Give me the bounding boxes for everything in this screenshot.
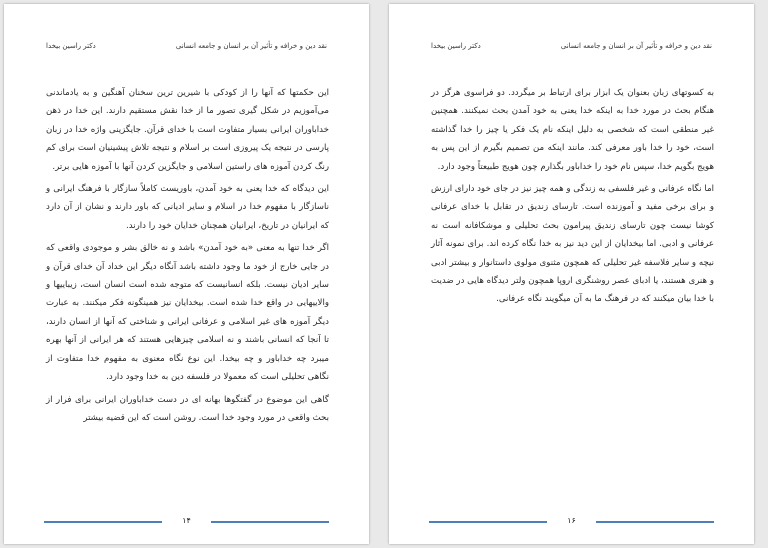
page-header (431, 42, 712, 56)
paragraph: اما نگاه عرفانی و غیر فلسفی به زندگی و همه چیز نیز در جای خود دارای ارزش و برای برخی مفید و آموزنده است. تارسای زندیق در تقابل با خدای عرفانی کوشا نیست چون تارسای زندیق پیرامون بحث تحلیلی و موشکافانه است نه عرفانی و ادبی. اما بیخدایان از این دید نیز به خدا نگاه کرده اند. برای نمونه آثار نیچه و سایر فلاسفه غیر تحلیلی که همچون مثنوی مولوی داستانوار و بیشتر ادبی و هنری هستند، یا ادبای عصر روشنگری اروپا همچون ولتر دیدگاه هایی در ضدیت با خدا بیان میکنند که در فرهنگ ما به آن میگویند نگاه عرفانی. (431, 184, 714, 305)
paragraph: به کسوتهای زبان بعنوان یک ابزار برای ارتباط بر میگردد. دو فراسوی هرگز در هنگام بحث در مورد خدا به اینکه خدا یعنی به خود آمدن بحث نمیکنند. همچنین غیر منطقی است که شخصی به دلیل اینکه نام یک فکر یا چیز را خدا گذاشته است، خود را خدا باور معرفی کند. مانند اینکه من تصمیم بگیرم از این پس به هویج بگویم خدا، سپس نام خود را خداباور بگذارم چون هویج طبیعتاً وجود دارد. (431, 88, 714, 172)
page-header (46, 42, 327, 56)
header-title: نقد دین و خرافه و تأثیر آن بر انسان و جامعه انسانی (560, 42, 712, 50)
page-number: ۱۴ (182, 516, 191, 525)
page-body (431, 84, 714, 313)
page-footer (44, 516, 329, 528)
book-page-left (4, 4, 369, 544)
paragraph: این حکمتها که آنها را از کودکی با شیرین ترین سخنان آهنگین و به یادماندنی می‌آموزیم در شکل گیری تصور ما از خدا نقش مستقیم دارند. این خدا در ذهن خداباوران ایرانی بسیار متفاوت است با خدای قرآن. جایگزینی واژه خدا در زبان پارسی در نتیجه یک پیروزی است بر اسلام و نتیجه تلاش پیشینیان است برای کم رنگ کردن آموزه های راستین اسلامی و جایگزین کردن آنها با آموزه هایی برتر. (46, 88, 329, 172)
header-author: دکتر راسین بیخدا (431, 42, 481, 50)
paragraph: این دیدگاه که خدا یعنی به خود آمدن، باوریست کاملاً سازگار با فرهنگ ایرانی و ناسازگار با مفهوم خدا در اسلام و سایر ادیانی که باور دارند و نشان از آن دارد که ایرانیان در تاریخ، ایرانیان همچنان خدایان خود را دارند. (46, 184, 329, 231)
page-number: ۱۶ (567, 516, 576, 525)
paragraph: گاهی این موضوع در گفتگوها بهانه ای در دست خداباوران ایرانی برای فرار از بحث واقعی در مورد وجود خدا است. روشن است که این قضیه بیشتر (46, 394, 329, 423)
header-title: نقد دین و خرافه و تأثیر آن بر انسان و جامعه انسانی (175, 42, 327, 50)
page-footer (429, 516, 714, 528)
page-body (46, 84, 329, 431)
header-author: دکتر راسین بیخدا (46, 42, 96, 50)
paragraph: اگر خدا تنها به معنی «به خود آمدن» باشد و نه خالق بشر و موجودی واقعی که در جایی خارج از خود ما وجود داشته باشد آنگاه دیگر این خداد آن خدای قرآن و سایر ادیان نیست. بلکه انسانیست که متوجه شده است انسان است، زیباییها و والاییهایی در واقع خدا شده است. بیخدایان نیز همینگونه فکر میکنند. به عبارت دیگر آموزه های غیر اسلامی و عرفانی ایرانی و شناختی که آنها از انسان دارند، تا آنجا که انسانی باشند و نه اسلامی چیزهایی هستند که هر ایرانی از آنها بهره میبرد چه خداباور و چه بیخدا. این نوع نگاه معنوی به مفهوم خدا متفاوت از نگاهی تحلیلی است که معمولا در فلسفه دین به خدا وجود دارد. (46, 243, 329, 383)
book-page-right (389, 4, 754, 544)
